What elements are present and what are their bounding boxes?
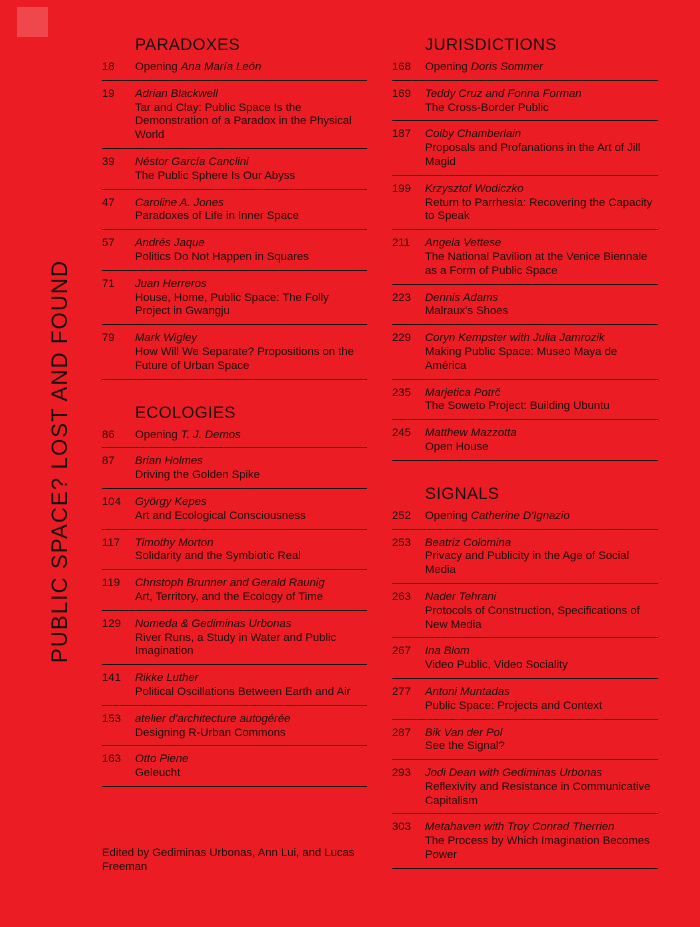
page-number: 229 [392,332,411,345]
toc-entry[interactable] [392,645,658,679]
toc-entry[interactable] [392,387,658,421]
entry-text [135,237,367,265]
entry-title: Political Oscillations Between Earth and Air [135,685,351,698]
entry-text [135,88,367,143]
section-heading: SIGNALS [425,484,500,503]
toc-entry[interactable] [392,427,658,461]
entry-author: Néstor García Canclini [135,155,249,168]
entry-author: Otto Piene [135,753,189,766]
page-number: 86 [102,428,115,441]
opening-entry[interactable] [392,510,658,530]
entry-title: Tar and Clay: Public Space Is the Demonstration of a Paradox in the Physical World [135,101,352,142]
toc-entry[interactable] [102,618,367,665]
entry-author: Mark Wigley [135,332,198,345]
page-number: 211 [392,237,411,250]
entry-title: Protocols of Construction, Specifications of New Media [425,604,640,631]
entry-text [135,455,367,483]
page-number: 293 [392,767,411,780]
opening-text [425,61,658,75]
page-number: 287 [392,726,411,739]
entry-author: Juan Herreros [135,277,207,290]
entry-title: Making Public Space: Museo Maya de América [425,345,618,372]
section-heading: ECOLOGIES [135,403,236,422]
toc-entry[interactable] [392,537,658,584]
entry-text [425,387,658,415]
opening-label: Opening [425,61,468,73]
toc-entry[interactable] [102,237,367,271]
entry-title: Public Space: Projects and Context [425,699,603,712]
page-number: 163 [102,753,121,766]
page-number: 87 [102,455,115,468]
entry-text [135,672,367,700]
right-column [392,35,658,876]
entry-author: Krzysztof Wodiczko [425,182,524,195]
page-number: 71 [102,277,115,290]
entry-author: Timothy Morton [135,536,214,549]
page-number: 235 [392,386,411,399]
page-number: 168 [392,61,411,73]
entry-text [425,332,658,373]
entry-title: Privacy and Publicity in the Age of Social Media [425,550,630,577]
entry-title: Reflexivity and Resistance in Communicative Capitalism [425,780,651,807]
page-number: 119 [102,577,121,590]
entry-text [135,577,367,605]
toc-entry[interactable] [392,727,658,761]
section-signals [392,484,658,869]
entry-title: Politics Do Not Happen in Squares [135,250,309,263]
left-column [102,35,367,794]
entry-title: Return to Parrhesia: Recovering the Capacity to Speak [425,196,653,223]
opening-author: T. J. Demos [180,428,241,441]
page-number: 252 [392,509,411,522]
entry-title: River Runs, a Study in Water and Public Imagination [135,631,337,658]
page-number: 199 [392,182,411,195]
section-jurisdictions [392,35,658,461]
corner-square [17,7,48,37]
page-number: 18 [102,61,115,73]
entry-text [425,821,658,862]
entry-author: Brian Holmes [135,455,203,468]
entry-text [425,727,658,755]
entry-author: Teddy Cruz and Fonna Forman [425,87,582,100]
toc-entry[interactable] [102,672,367,706]
toc-entry[interactable] [102,496,367,530]
entry-title: Video Public, Video Sociality [425,659,568,672]
page-number: 19 [102,87,115,100]
toc-entry[interactable] [392,332,658,379]
entry-author: Coryn Kempster with Julia Jamrozik [425,332,605,345]
toc-entry[interactable] [102,278,367,325]
toc-entry[interactable] [102,713,367,747]
page-number: 277 [392,685,411,698]
opening-text [425,510,658,524]
toc-entry[interactable] [392,183,658,230]
toc-entry[interactable] [102,577,367,611]
entry-title: Designing R-Urban Commons [135,726,286,739]
page-number: 263 [392,590,411,603]
entry-author: Bik Van der Pol [425,726,503,739]
page-number: 303 [392,821,411,834]
entry-text [425,237,658,278]
page-number: 187 [392,128,411,141]
toc-entry[interactable] [392,237,658,284]
entry-text [135,618,367,659]
entry-text [135,537,367,565]
entry-author: Nomeda & Gediminas Urbonas [135,617,292,630]
entry-author: atelier d'architecture autogérée [135,712,291,725]
entry-title: Proposals and Profanations in the Art of Jill Magid [425,142,641,168]
section-heading: PARADOXES [135,36,241,54]
toc-entry[interactable] [392,591,658,638]
toc-entry[interactable] [102,156,367,190]
spine-title: PUBLIC SPACE? LOST AND FOUND [47,259,72,663]
entry-title: House, Home, Public Space: The Folly Project in Gwangju [135,291,329,318]
entry-title: Open House [425,440,489,453]
page-number: 117 [102,536,121,549]
page-number: 223 [392,291,411,304]
entry-author: György Kepes [135,495,207,508]
toc-entry[interactable] [392,88,658,122]
entry-title: The Process by Which Imagination Becomes Power [425,835,650,862]
entry-author: Rikke Luther [135,672,199,685]
entry-title: The Soweto Project: Building Ubuntu [425,400,610,413]
page-number: 79 [102,332,115,345]
opening-author: Doris Sommer [470,61,544,73]
entry-title: Driving the Golden Spike [135,469,260,482]
entry-text [425,292,658,320]
entry-text [135,278,367,319]
entry-author: Antoni Muntadas [425,685,510,698]
entry-title: How Will We Separate? Propositions on the Future of Urban Space [135,345,354,372]
entry-author: Dennis Adams [425,291,499,304]
page-number: 104 [102,495,121,508]
entry-text [425,767,658,808]
entry-title: Art, Territory, and the Ecology of Time [135,590,323,603]
toc-entry[interactable] [102,537,367,571]
entry-text [135,197,367,225]
entry-text [425,686,658,714]
page-number: 141 [102,672,121,685]
entry-author: Colby Chamberlain [425,128,522,141]
entry-text [135,156,367,184]
entry-text [135,332,367,373]
toc-entry[interactable] [102,753,367,787]
entry-author: Ina Blom [425,645,470,658]
section-paradoxes [102,35,367,380]
entry-author: Beatriz Colomina [425,536,512,549]
entry-title: Solidarity and the Symbiotic Real [135,550,301,563]
toc-entry[interactable] [102,88,367,149]
opening-text [135,61,367,75]
entry-author: Marjetica Potrč [425,386,501,399]
entry-text [425,591,658,632]
page-number: 253 [392,536,411,549]
entry-title: The National Pavilion at the Venice Biennale as a Form of Public Space [425,250,648,277]
page-number: 267 [392,645,411,658]
toc-entry[interactable] [392,292,658,326]
toc-entry[interactable] [392,767,658,814]
opening-entry[interactable] [102,61,367,81]
opening-entry[interactable] [392,61,658,81]
entry-title: See the Signal? [425,740,505,753]
page-number: 47 [102,196,115,209]
page-number: 129 [102,617,121,630]
entry-title: The Public Sphere Is Our Abyss [135,169,296,182]
opening-author: Ana María León [180,61,262,73]
toc-entry[interactable] [392,821,658,868]
section-ecologies [102,403,367,787]
entry-text [425,183,658,224]
entry-author: Jodi Dean with Gediminas Urbonas [425,767,603,780]
entry-author: Matthew Mazzotta [425,427,517,440]
page-number: 57 [102,237,115,250]
section-heading: JURISDICTIONS [425,36,557,54]
entry-author: Andrés Jaque [135,237,205,250]
opening-author: Catherine D'Ignazio [470,509,570,522]
entry-author: Caroline A. Jones [135,196,224,209]
entry-text [425,537,658,578]
entry-author: Christoph Brunner and Gerald Raunig [135,577,325,590]
entry-author: Metahaven with Troy Conrad Therrien [425,821,615,834]
editors-credit: Edited by Gediminas Urbonas, Ann Lui, and Lucas Freeman [102,847,355,873]
entry-text [135,713,367,741]
entry-title: Paradoxes of Life in Inner Space [135,210,299,223]
page-number: 153 [102,712,121,725]
entry-text [425,427,658,455]
opening-entry[interactable] [102,429,367,449]
opening-label: Opening [135,428,178,441]
entry-title: Art and Ecological Consciousness [135,509,306,522]
page-number: 169 [392,87,411,100]
opening-label: Opening [425,509,468,522]
entry-text [135,496,367,524]
toc-entry[interactable] [102,197,367,231]
toc-entry[interactable] [392,128,658,175]
opening-text [135,429,367,443]
entry-text [425,88,658,116]
entry-title: Malraux's Shoes [425,305,509,318]
toc-entry[interactable] [392,686,658,720]
toc-entry[interactable] [102,332,367,379]
entry-author: Nader Tehrani [425,590,497,603]
entry-author: Adrian Blackwell [135,87,218,100]
page-number: 39 [102,155,115,168]
entry-author: Angela Vettese [425,237,502,250]
page-number: 245 [392,427,411,440]
opening-label: Opening [135,61,178,73]
entry-text [135,753,367,781]
entry-title: Geleucht [135,767,181,780]
entry-text [425,128,658,169]
entry-text [425,645,658,673]
toc-entry[interactable] [102,455,367,489]
entry-title: The Cross-Border Public [425,101,549,114]
